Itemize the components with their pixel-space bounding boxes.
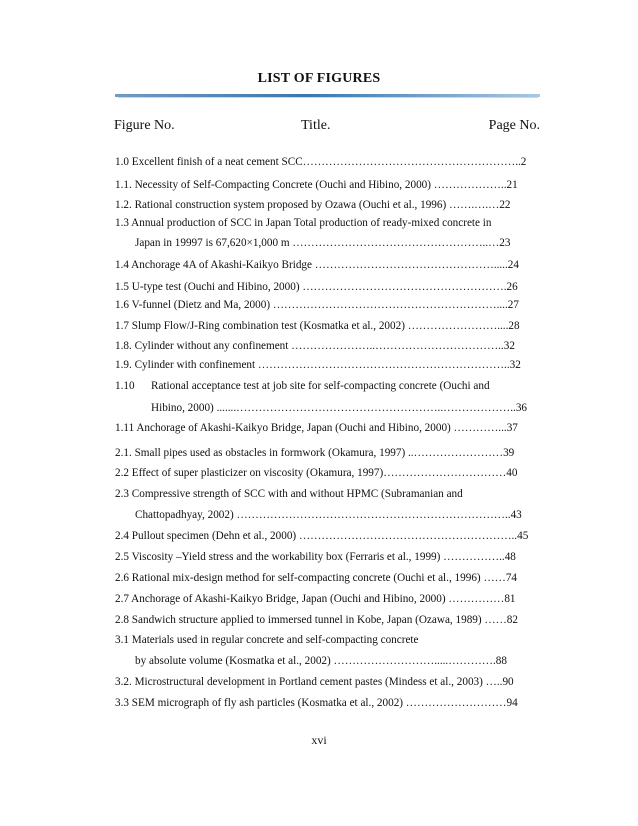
figure-entry-number: 1.10 (115, 380, 135, 392)
figure-entry: 3.3 SEM micrograph of fly ash particles (Kosmatka et al., 2002) ………………………94 (115, 697, 518, 709)
figure-entry: 2.2 Effect of super plasticizer on viscosity (Okamura, 1997)……………………………40 (115, 467, 518, 479)
figure-entry: 1.1. Necessity of Self-Compacting Concrete (Ouchi and Hibino, 2000) ………………..21 (115, 179, 518, 191)
figure-entry-continuation: by absolute volume (Kosmatka et al., 2002) ……………………….....………….88 (135, 655, 507, 667)
figure-entry: 1.5 U-type test (Ouchi and Hibino, 2000) ……………………………………………….26 (115, 281, 518, 293)
figure-entry-continuation: Japan in 19997 is 67,620×1,000 m ……………………………………………..…23 (135, 237, 511, 249)
figure-entry: 2.7 Anchorage of Akashi-Kaikyo Bridge, Japan (Ouchi and Hibino, 2000) ……………81 (115, 593, 516, 605)
figure-entry: 1.2. Rational construction system proposed by Ozawa (Ouchi et al., 1996) …….….…22 (115, 199, 511, 211)
figure-entry: 1.3 Annual production of SCC in Japan Total production of ready-mixed concrete in (115, 217, 492, 229)
figure-entry: 2.5 Viscosity –Yield stress and the workability box (Ferraris et al., 1999) ……………..48 (115, 551, 516, 563)
figure-entry-continuation: Chattopadhyay, 2002) ………………………………………………………………..43 (135, 509, 522, 521)
figure-entry: 2.1. Small pipes used as obstacles in formwork (Okamura, 1997) ..……………………39 (115, 447, 515, 459)
figure-entry: 1.7 Slump Flow/J-Ring combination test (Kosmatka et al., 2002) ……………………....28 (115, 320, 520, 332)
figure-entry: 2.6 Rational mix-design method for self-compacting concrete (Ouchi et al., 1996) ……74 (115, 572, 518, 584)
figure-entry-continuation: Hibino, 2000) .......………………………………………………..………………..36 (151, 402, 528, 414)
figure-entry: 1.8. Cylinder without any confinement …………………..……………………………..32 (115, 340, 515, 352)
column-header-page-no: Page No. (488, 118, 540, 133)
figure-entry: 1.11 Anchorage of Akashi-Kaikyo Bridge, Japan (Ouchi and Hibino, 2000) …………...37 (115, 422, 518, 434)
page-title: LIST OF FIGURES (257, 71, 381, 86)
figure-entry: 1.6 V-funnel (Dietz and Ma, 2000) ……………………………………………………....27 (115, 299, 519, 311)
figure-entry: 1.4 Anchorage 4A of Akashi-Kaikyo Bridge ………………………………………….....24 (115, 259, 519, 271)
figure-entry: 3.2. Microstructural development in Portland cement pastes (Mindess et al., 2003) …..90 (115, 676, 514, 688)
column-header-title: Title. (301, 118, 331, 133)
figure-entry: 1.0 Excellent finish of a neat cement SCC…………………………………………………..2 (115, 156, 527, 168)
title-underline-shadow (118, 97, 538, 98)
figure-entry: 3.1 Materials used in regular concrete and self-compacting concrete (115, 634, 419, 646)
figure-entry: 2.4 Pullout specimen (Dehn et al., 2000) …………………………………………………..45 (115, 530, 529, 542)
figure-entry: Rational acceptance test at job site for self-compacting concrete (Ouchi and (151, 380, 490, 392)
page-number: xvi (311, 733, 327, 747)
column-header-figure-no: Figure No. (114, 118, 175, 133)
figure-entry: 2.3 Compressive strength of SCC with and without HPMC (Subramanian and (115, 488, 463, 500)
figure-entry: 1.9. Cylinder with confinement …………………………………………………………..32 (115, 359, 521, 371)
figure-entry: 2.8 Sandwich structure applied to immersed tunnel in Kobe, Japan (Ozawa, 1989) ……82 (115, 614, 518, 626)
